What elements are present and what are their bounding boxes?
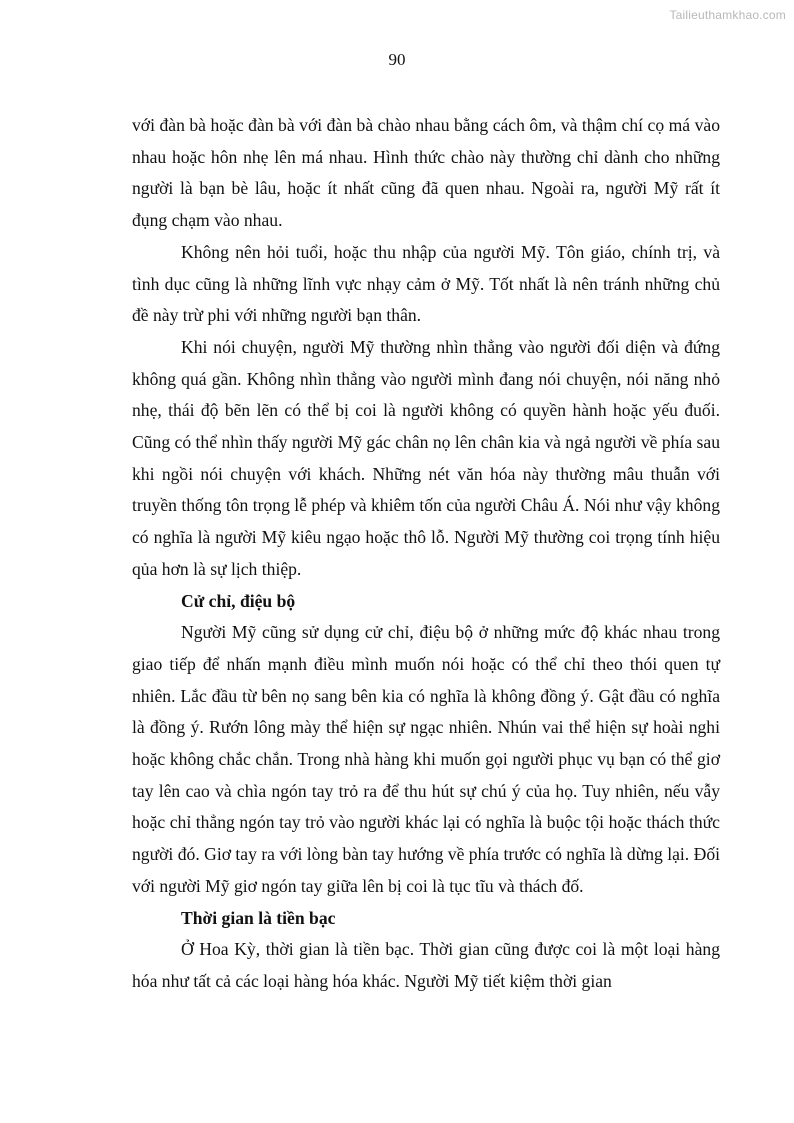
page-number: 90	[388, 50, 406, 69]
watermark: Tailieuthamkhao.com	[669, 8, 786, 22]
section-heading-time-is-money: Thời gian là tiền bạc	[181, 907, 336, 928]
section-heading-gestures: Cử chỉ, điệu bộ	[181, 590, 296, 611]
paragraph-time: Ở Hoa Kỳ, thời gian là tiền bạc. Thời gian cũng được coi là một loại hàng hóa như tất cả các loại hàng hóa khác. Người Mỹ tiết kiệm thời gian	[132, 939, 720, 991]
paragraph-topics-to-avoid: Không nên hỏi tuổi, hoặc thu nhập của người Mỹ. Tôn giáo, chính trị, và tình dục cũng là những lĩnh vực nhạy cảm ở Mỹ. Tốt nhất là nên tránh những chủ đề này trừ phi với những người bạn thân.	[132, 241, 720, 326]
paragraph-gestures: Người Mỹ cũng sử dụng cử chỉ, điệu bộ ở những mức độ khác nhau trong giao tiếp để nhấn mạnh điều mình muốn nói hoặc có thể chỉ theo thói quen tự nhiên. Lắc đầu từ bên nọ sang bên kia có nghĩa là không đồng ý. Gật đầu có nghĩa là đồng ý. Rướn lông mày thể hiện sự ngạc nhiên. Nhún vai thể hiện sự hoài nghi hoặc không chắc chắn. Trong nhà hàng khi muốn gọi người phục vụ bạn có thể giơ tay lên cao và chìa ngón tay trỏ ra để thu hút sự chú ý của họ. Tuy nhiên, nếu vẫy hoặc chỉ thẳng ngón tay trỏ vào người khác lại có nghĩa là buộc tội hoặc thách thức người đó. Giơ tay ra với lòng bàn tay hướng về phía trước có nghĩa là dừng lại. Đối với người Mỹ giơ ngón tay giữa lên bị coi là tục tĩu và thách đố.	[132, 622, 720, 896]
paragraph-continued: với đàn bà hoặc đàn bà với đàn bà chào nhau bằng cách ôm, và thậm chí cọ má vào nhau hoặc hôn nhẹ lên má nhau. Hình thức chào này thường chỉ dành cho những người là bạn bè lâu, hoặc ít nhất cũng đã quen nhau. Ngoài ra, người Mỹ rất ít đụng chạm vào nhau.	[132, 115, 720, 231]
page-body	[132, 110, 720, 998]
paragraph-conversation: Khi nói chuyện, người Mỹ thường nhìn thẳng vào người đối diện và đứng không quá gần. Không nhìn thẳng vào người mình đang nói chuyện, nói năng nhỏ nhẹ, thái độ bẽn lẽn có thể bị coi là người không có quyền hành hoặc yếu đuối. Cũng có thể nhìn thấy người Mỹ gác chân nọ lên chân kia và ngả người về phía sau khi ngồi nói chuyện với khách. Những nét văn hóa này thường mâu thuẫn với truyền thống tôn trọng lễ phép và khiêm tốn của người Châu Á. Nói như vậy không có nghĩa là người Mỹ kiêu ngạo hoặc thô lỗ. Người Mỹ thường coi trọng tính hiệu qủa hơn là sự lịch thiệp.	[132, 336, 720, 579]
